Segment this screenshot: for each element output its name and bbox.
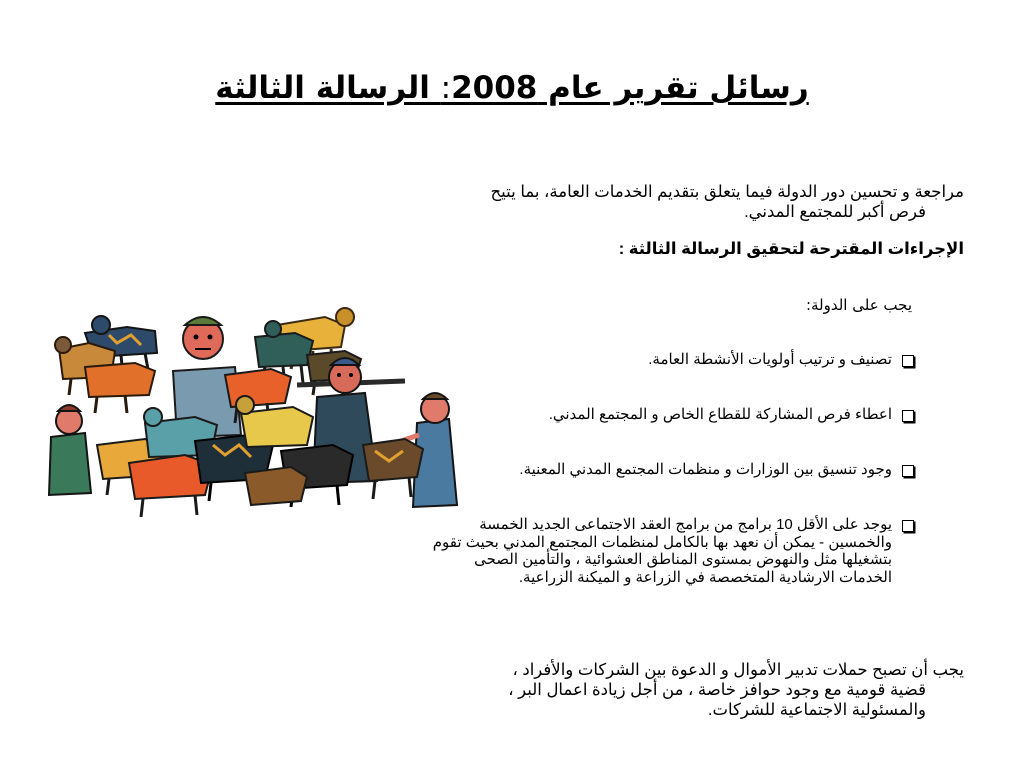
folk-art-tapestry-illustration (45, 295, 465, 525)
closing-paragraph (364, 660, 964, 720)
bullet-text: يوجد على الأقل 10 برامج من برامج العقد الاجتماعى الجديد الخمسة والخمسين - يمكن أن نعهد بها بالكامل لمنظمات المجتمع المدني بحيث تقوم بتشغيلها مثل والنهوض بمستوى المناطق العشوائية ، والتأمين الصحى الخدمات الارشادية المتخصصة في الزراعة و الميكنة الزراعية. (432, 516, 892, 586)
closing-line-1: يجب أن تصبح حملات تدبير الأموال و الدعوة بين الشركات والأفراد ، (512, 661, 964, 679)
intro-paragraph (364, 182, 964, 222)
intro-line-2: فرص أكبر للمجتمع المدني. (744, 203, 926, 221)
intro-line-1: مراجعة و تحسين دور الدولة فيما يتعلق بتقديم الخدمات العامة، بما يتيح (490, 183, 964, 201)
closing-line-2: قضية قومية مع وجود حوافز خاصة ، من أجل زيادة اعمال البر ، (508, 681, 926, 699)
state-intro: يجب على الدولة: (805, 296, 912, 314)
checkbox-bullet-icon (902, 355, 914, 367)
proposed-procedures-heading: الإجراءات المقترحة لتحقيق الرسالة الثالثة : (618, 240, 964, 258)
goat-figure (85, 363, 155, 413)
bullet-text: وجود تنسيق بين الوزارات و منظمات المجتمع المدني المعنية. (519, 461, 892, 478)
slide-title (150, 66, 874, 110)
checkbox-bullet-icon (902, 465, 914, 477)
bullet-item (424, 516, 914, 586)
bullet-text: تصنيف و ترتيب أولويات الأنشطة العامة. (648, 351, 892, 368)
checkbox-bullet-icon (902, 410, 914, 422)
bullet-text: اعطاء فرص المشاركة للقطاع الخاص و المجتمع المدني. (548, 406, 892, 423)
title-subtitle: الرسالة الثالثة (215, 70, 441, 106)
checkbox-bullet-icon (902, 520, 914, 532)
shepherd-figure (49, 405, 91, 495)
closing-line-3: والمسئولية الاجتماعية للشركات. (707, 701, 926, 719)
title-main: رسائل تقرير عام 2008 (451, 70, 809, 106)
title-colon: : (440, 70, 452, 106)
goat-figure (245, 467, 307, 505)
